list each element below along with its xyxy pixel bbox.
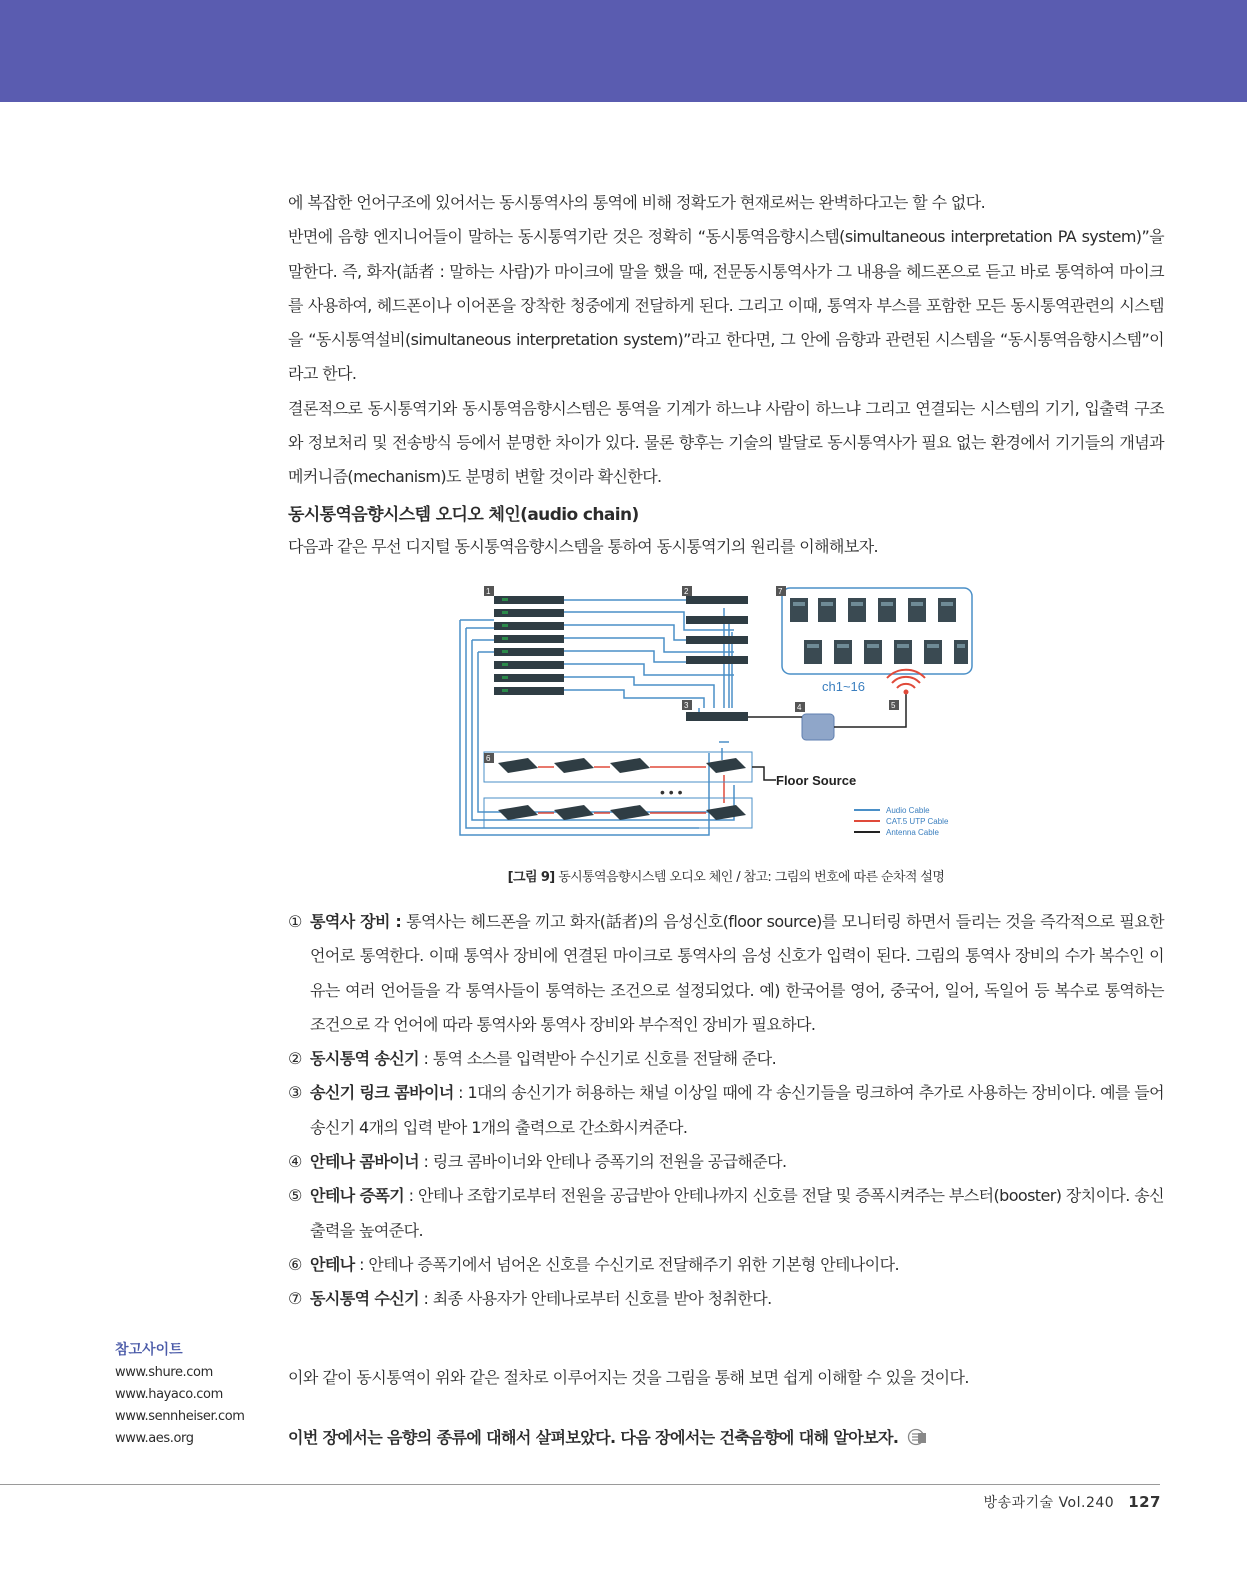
list-item xyxy=(288,1248,1164,1282)
conclusion-text: 이와 같이 동시통역이 위와 같은 절차로 이루어지는 것을 그림을 통해 보면 쉽게 이해할 수 있을 것이다. xyxy=(288,1368,969,1387)
closing-text xyxy=(288,1425,927,1448)
reference-link[interactable]: www.sennheiser.com xyxy=(115,1409,245,1424)
item-term: 안테나 콤바이너 xyxy=(310,1152,419,1172)
marker-2: 2 xyxy=(684,587,689,596)
intro-paragraph: 결론적으로 동시통역기와 동시통역음향시스템은 통역을 기계가 하느냐 사람이 하느냐 그리고 연결되는 시스템의 기기, 입출력 구조와 정보처리 및 전송방식 등에서 분명한 차이가 있다. 물론 향후는 기술의 발달로 동시통역사가 필요 없는 환경에서 기기들의 개념과 메커니즘(mechanism)도 분명히 변할 것이라 확신한다. xyxy=(288,398,1164,487)
item-term: 안테나 xyxy=(310,1254,355,1274)
floor-source-label: Floor Source xyxy=(776,773,857,788)
page-number: 127 xyxy=(1128,1493,1161,1511)
audio-chain-diagram xyxy=(454,580,994,854)
item-text: 통역사는 헤드폰을 끼고 화자(話者)의 음성신호(floor source)를 모니터링 하면서 들리는 것을 즉각적으로 필요한 언어로 통역한다. 이때 통역사 장비에 연결된 마이크로 통역사의 음성 신호가 입력이 된다. 그림의 통역사 장비의 수가 복수인 이유는 여러 언어들을 각 통역사들이 통역하는 조건으로 설정되었다. 예) 한국어를 영어, 중국어, 일어, 독일어 등 복수로 통역하는 조건으로 각 언어에 따라 통역사와 통역사 장비와 부수적인 장비가 필요하다. xyxy=(310,912,1164,1034)
list-item xyxy=(288,1179,1164,1248)
marker-3: 3 xyxy=(684,701,689,710)
legend-antenna-label: Antenna Cable xyxy=(886,828,939,837)
item-number: ⑤ xyxy=(288,1186,302,1206)
interpreter-units xyxy=(494,596,564,695)
intro-text xyxy=(288,186,1164,495)
list-item xyxy=(288,1282,1164,1316)
antenna-combiner xyxy=(802,714,834,740)
ch-label: ch1~16 xyxy=(822,679,866,694)
references-title: 참고사이트 xyxy=(115,1342,183,1358)
publication-label: 방송과기술 Vol.240 xyxy=(983,1495,1115,1511)
closing-sentence: 이번 장에서는 음향의 종류에 대해서 살펴보았다. 다음 장에서는 건축음향에 대해 알아보자. xyxy=(288,1428,899,1447)
list-item xyxy=(288,1042,1164,1076)
floor-source-line xyxy=(752,767,776,780)
continuation-dots: • • • xyxy=(660,784,683,800)
item-term: 통역사 장비 : xyxy=(310,912,402,931)
item-term: 송신기 링크 콤바이너 xyxy=(310,1083,454,1103)
item-number: ④ xyxy=(288,1152,302,1172)
item-number: ⑥ xyxy=(288,1254,302,1274)
figure-caption xyxy=(288,866,1164,885)
item-number: ① xyxy=(288,912,302,931)
marker-4: 4 xyxy=(797,703,802,712)
figure-legend xyxy=(854,806,949,837)
reference-link[interactable]: www.aes.org xyxy=(115,1431,194,1446)
antenna-tip xyxy=(904,690,909,695)
item-text: : 1대의 송신기가 허용하는 채널 이상일 때에 각 송신기들을 링크하여 추가로 사용하는 장비이다. 예를 들어 송신기 4개의 입력 받아 1개의 출력으로 간소화시켜준다. xyxy=(310,1083,1164,1137)
reference-link[interactable]: www.hayaco.com xyxy=(115,1387,223,1402)
interpreter-unit-leds xyxy=(502,598,508,692)
item-term: 안테나 증폭기 xyxy=(310,1186,405,1206)
item-number: ⑦ xyxy=(288,1289,302,1309)
item-text: : 최종 사용자가 안테나로부터 신호를 받아 청취한다. xyxy=(418,1289,772,1309)
receiver-units xyxy=(790,598,968,664)
item-term: 동시통역 송신기 xyxy=(310,1049,419,1069)
marker-7: 7 xyxy=(778,587,783,596)
section-title: 동시통역음향시스템 오디오 체인(audio chain) xyxy=(288,505,639,525)
legend-utp-label: CAT.5 UTP Cable xyxy=(886,817,949,826)
reference-link[interactable]: www.shure.com xyxy=(115,1365,213,1380)
legend-audio-label: Audio Cable xyxy=(886,806,930,815)
marker-5: 5 xyxy=(891,701,896,710)
item-term: 동시통역 수신기 xyxy=(310,1289,419,1309)
intro-paragraph: 반면에 음향 엔지니어들이 말하는 동시통역기란 것은 정확히 “동시통역음향시스템(simultaneous interpretation PA system)”을 말한다. 즉, 화자(話者 : 말하는 사람)가 마이크에 말을 했을 때, 전문동시통역사가 그 내용을 헤드폰으로 듣고 바로 통역하여 마이크를 사용하여, 헤드폰이나 이어폰을 장착한 청중에게 전달하게 된다. 그리고 이때, 통역자 부스를 포함한 모든 동시통역관련의 시스템을 “동시통역설비(simultaneous interpretation system)”라고 한다면, 그 안에 음향과 관련된 시스템을 “동시통역음향시스템”이라고 한다. xyxy=(288,227,1164,384)
marker-6: 6 xyxy=(486,754,491,763)
list-item xyxy=(288,905,1164,1042)
figure-caption-label: [그림 9] xyxy=(507,870,555,885)
end-mark-icon xyxy=(907,1428,927,1446)
item-text: : 안테나 증폭기에서 넘어온 신호를 수신기로 전달해주기 위한 기본형 안테나이다. xyxy=(354,1254,899,1274)
section-intro: 다음과 같은 무선 디지털 동시통역음향시스템을 통하여 동시통역기의 원리를 이해해보자. xyxy=(288,537,879,556)
item-text: : 통역 소스를 입력받아 수신기로 신호를 전달해 준다. xyxy=(418,1049,777,1069)
item-text: : 안테나 조합기로부터 전원을 공급받아 안테나까지 신호를 전달 및 증폭시켜주는 부스터(booster) 장치이다. 송신출력을 높여준다. xyxy=(310,1186,1165,1240)
list-item xyxy=(288,1145,1164,1179)
marker-1: 1 xyxy=(486,587,491,596)
intro-paragraph: 에 복잡한 언어구조에 있어서는 동시통역사의 통역에 비해 정확도가 현재로써는 완벽하다고는 할 수 없다. xyxy=(288,193,986,212)
item-number: ② xyxy=(288,1049,302,1069)
page-footer xyxy=(984,1492,1162,1512)
list-item xyxy=(288,1076,1164,1145)
item-number: ③ xyxy=(288,1083,302,1103)
item-text: : 링크 콤바이너와 안테나 증폭기의 전원을 공급해준다. xyxy=(418,1152,787,1172)
header-band xyxy=(0,0,1247,102)
link-combiner xyxy=(686,712,748,721)
figure-caption-text: 동시통역음향시스템 오디오 체인 / 참고: 그림의 번호에 따른 순차적 설명 xyxy=(558,870,945,885)
antenna-icon xyxy=(887,670,925,688)
references-list xyxy=(115,1362,245,1450)
component-list xyxy=(288,905,1164,1317)
footer-divider xyxy=(0,1484,1160,1485)
utp-cable-chain xyxy=(538,767,724,813)
